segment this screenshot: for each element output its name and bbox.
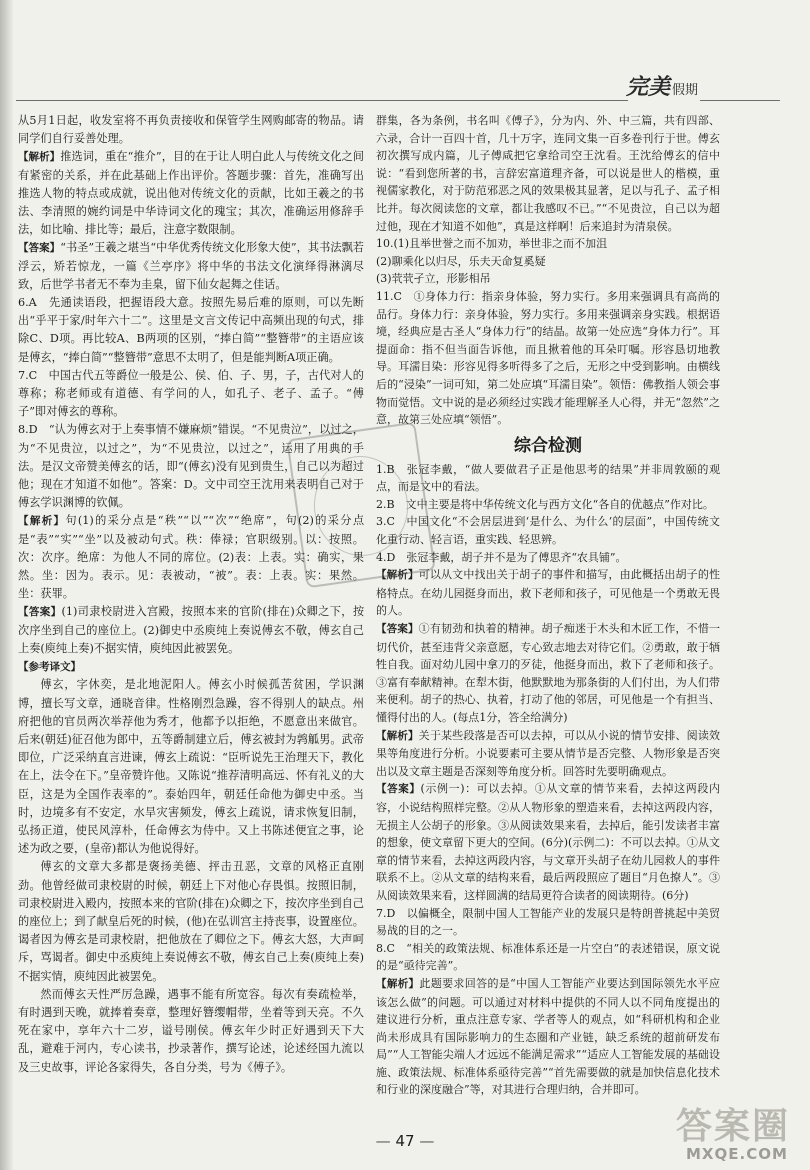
paragraph xyxy=(376,253,720,271)
paragraph-text: 句(1)的采分点是“秩”“以”“次”“绝席”，句(2)的采分点是“表”“实”“坐”以及被动句式。秩：俸禄；官职级别。以：按照。次：次序。绝席：为他人不同的席位。(2)表：上表。实：确实，果然。坐：因为。表示。见：表被动，“被”。表：上表。实：果然。坐：获罪。 xyxy=(18,514,365,601)
paragraph xyxy=(376,461,720,496)
watermark-title: 答案圈 xyxy=(676,1106,791,1147)
paragraph xyxy=(376,288,720,429)
paragraph xyxy=(18,367,364,422)
brand-main: 完美 xyxy=(626,75,671,100)
paragraph-text: 4.D 张冠李戴，胡子并不是为了傅思齐“农具铺”。 xyxy=(376,550,627,564)
paragraph xyxy=(376,235,720,253)
paragraph-text: (2)聊乘化以归尽，乐夫天命复奚疑 xyxy=(376,254,546,268)
paragraph-text: 1.B 张冠李戴，“做人要做君子正是他思考的结果”并非周敦颐的观点，而是文中的看法。 xyxy=(376,462,720,494)
paragraph-text: 群集，各为条例，书名叫《傅子》，分为内、外、中三篇，共有四部、六录，合计一百四十首，几十万字，连同文集一百多卷刊行于世。傅玄初次撰写成内篇，儿子傅咸把它拿给司空王沈看。王沈给傅玄的信中说：“看到您所著的书，言辞宏富道理齐备，可以说是世人的楷模，重视儒家教化，对于防范邪恶之风的效果极其显著，足以与孔子、孟子相比并。每次阅读您的文章，都让我感叹不已。”“不见贵泣，自己以为超过他，现在才知道不如他”，真是这样啊！后来追封为清泉侯。 xyxy=(376,114,720,233)
paragraph-text: 傅玄，字休奕，是北地泥阳人。傅玄小时候孤苦贫困，学识渊博，擅长写文章，通晓音律。性格刚烈急躁，容不得别人的缺点。州府把他的官员两次举荐他为秀才，他都予以拒绝，不愿意出来做官。后来(朝廷)征召他为郎中，五等爵制建立后，傅玄被封为鹑觚男。武帝即位，广泛采纳直言进谏，傅玄上疏说：“臣听说先王治理天下，教化在上，法令在下。”皇帝赞许他。又陈说“推荐清明高远、怀有礼义的大臣，这是为全国作表率的”。泰始四年，朝廷任命他为御史中丞。当时，边境多有不安定，水旱灾害频发，傅玄上疏说，请求恢复旧制，弘扬正道，使民风淳朴，任命傅玄为侍中。又上书陈述便宜之事，论述为政之要，(皇帝)都认为他说得好。 xyxy=(18,678,364,856)
paragraph-text: 8.D “认为傅玄对于上奏事情不嫌麻烦”错误。“不见贵泣”，以过之，为“不见贵泣，以过之”，为“不见贵泣，以过之”，运用了用典的手法。是汉文帝赞美傅玄的话，即“(傅玄)没有见到贵生，自己以为超过他；现在才知道不如他”。答案：D。文中司空王沈用来表明自己对于傅玄学识渊博的钦佩。 xyxy=(18,423,364,510)
paragraph-text: 可以从文中找出关于胡子的事件和描写，由此概括出胡子的性格特点。在幼儿园挺身而出，救下老师和孩子，可见他是一个勇敢无畏的人。 xyxy=(376,568,721,618)
paragraph xyxy=(18,112,364,148)
page-number: — 47 — xyxy=(375,1132,435,1150)
paragraph-tag: 【解析】 xyxy=(376,977,420,990)
paragraph xyxy=(18,676,364,858)
paragraph-text: 2.B 文中主要是将中华传统文化与西方文化“各自的优越点”作对比。 xyxy=(376,497,714,511)
paragraph-tag: 【解析】 xyxy=(18,515,66,528)
paragraph-text: ①有韧劲和执着的精神。胡子痴迷于木头和木匠工作，不惜一切代价，甚至违背父亲意愿，专心致志地去对待它们。②勇敢，敢于牺牲自我。面对幼儿园中拿刀的歹徒，他挺身而出，救下了老师和孩子。③富有奉献精神。在犁木街，他默默地为那条街的人们付出，为人们带来便利。胡子的热心、执着，打动了他的邻居，可见他是一个有担当、懂得付出的人。(每点1分，答全给满分) xyxy=(376,622,721,724)
paragraph xyxy=(18,658,364,676)
page-shadow xyxy=(0,0,14,1170)
paragraph-text: 傅玄的文章大多都是褒扬美德、抨击丑恶，文章的风格正直刚劲。他曾经做司隶校尉的时候，朝廷上下对他心存畏惧。按照旧制，司隶校尉进入殿内，按照本来的官阶(排在)众卿之下，按次序坐到自己的座位上；到了献皇后死的时候，(他)在弘训宫主持丧事，设置座位。谒者因为傅玄是司隶校尉，把他放在了卿位之下。傅玄大怒，大声呵斥，骂谒者。御史中丞庾纯上奏说傅玄不敬，傅玄自己上奏(庾纯上奏)不据实情，庾纯因此被罢免。 xyxy=(18,860,364,983)
paragraph xyxy=(376,620,720,727)
paragraph-text: (3)茕茕孑立，形影相吊 xyxy=(376,272,491,286)
paragraph-text: 7.D 以偏概全，限制中国人工智能产业的发展只是特朗普挑起中美贸易战的目的之一。 xyxy=(376,906,720,938)
header-rule xyxy=(16,100,628,101)
brand-sub: 假期 xyxy=(672,83,699,98)
paragraph xyxy=(376,780,720,904)
paragraph xyxy=(376,727,720,781)
paragraph xyxy=(18,294,364,367)
section-title: 综合检测 xyxy=(514,435,582,456)
paragraph-tag: 【答案】 xyxy=(18,242,61,255)
paragraph xyxy=(376,566,720,620)
brand-logo xyxy=(626,70,716,100)
watermark-logo xyxy=(676,1108,806,1168)
paragraph-text: 3.C 中国文化“不会居层进到‘是什么、为什么’的层面”，中国传统文化重行动、轻言语，重实践、轻思辨。 xyxy=(376,515,720,547)
header-rule-right xyxy=(700,100,780,101)
paragraph xyxy=(376,940,720,975)
paragraph xyxy=(18,239,364,294)
paragraph xyxy=(376,975,720,1099)
paragraph-text: 关于某些段落是否可以去掉，可以从小说的情节安排、阅读效果等角度进行分析。小说要素可主要从情节是否完整、人物形象是否突出以及文章主题是否深刻等角度分析。回答时先要明确观点。 xyxy=(376,728,721,778)
paragraph-tag: 【解析】 xyxy=(376,729,419,742)
paragraph xyxy=(376,270,720,288)
paragraph-tag: 【答案】 xyxy=(18,606,62,619)
left-column xyxy=(18,112,364,1077)
right-column xyxy=(376,112,720,1099)
paragraph xyxy=(18,986,364,1077)
paragraph-text: 推选词，重在“推介”，目的在于让人明白此人与传统文化之间有紧密的关系，并在此基础上作出评价。答题步骤：首先，准确写出推选人物的特点或成就，说出他对传统文化的贡献，比如王羲之的书法、李清照的婉约词是中华诗词文化的瑰宝；其次，准确运用修辞手法，如比喻、排比等；最后，注意字数限制。 xyxy=(18,150,364,237)
paragraph-text: 6.A 先通读语段，把握语段大意。按照先易后难的原则，可以先断出“乎平于家/时年六十二”。这里是文言文传记中高频出现的句式，排除C、D项。再比较A、B两项的区别，“捧白简”“整簪带”的主语应该是傅玄，“捧白简”“整簪带”意思不太明了，但是能判断A项正确。 xyxy=(18,296,364,364)
paragraph-tag: 【答案】 xyxy=(376,783,421,796)
paragraph-text: (1)司隶校尉进入宫殿，按照本来的官阶(排在)众卿之下，按次序坐到自己的座位上。(2)御史中丞庾纯上奏说傅玄不敬，傅玄自己上奏(庾纯上奏)不据实情，庾纯因此被罢免。 xyxy=(18,605,365,655)
paragraph xyxy=(18,603,364,658)
paragraph xyxy=(18,148,364,239)
watermark-url: MXQE.COM xyxy=(686,1145,788,1163)
paragraph-tag: 【参考译文】 xyxy=(18,661,81,674)
paragraph-text: 10.(1)且举世誉之而不加劝，举世非之而不加沮 xyxy=(376,237,608,251)
paragraph xyxy=(376,905,720,940)
paragraph-text: 从5月1日起，收发室将不再负责接收和保管学生网购邮寄的物品。请同学们自行妥善处理。 xyxy=(18,114,364,146)
paragraph-text: 8.C “相关的政策法规、标准体系还是一片空白”的表述错误，原文说的是“亟待完善”。 xyxy=(376,941,720,973)
paragraph xyxy=(18,858,364,985)
paragraph-text: 然而傅玄天性严厉急躁，遇事不能有所宽容。每次有奏疏检举，有时遇到天晚，就捧着奏章，整理好簪缨帽带，坐着等到天亮。不久死在家中，享年六十二岁，谥号刚侯。傅玄年少时正好遇到天下大乱，避难于河内，专心读书，抄录著作，撰写论述，论述经国九流以及三史故事，评论各家得失，各自分类，号为《傅子》。 xyxy=(18,987,364,1074)
paragraph-tag: 【解析】 xyxy=(18,151,61,164)
paragraph-text: 此题要求回答的是“中国人工智能产业要达到国际领先水平应该怎么做”的问题。可以通过对材料中提供的不同人以不同角度提出的建议进行分析，重点注意专家、学者等人的观点，如“科研机构和企业尚未形成具有国际影响力的生态圈和产业链，缺乏系统的超前研发布局”“人工智能尖端人才远远不能满足需求”“适应人工智能发展的基础设施、政策法规、标准体系亟待完善”“首先需要做的就是加快信息化技术和行业的深度融合”等，对其进行合理归纳，合并即可。 xyxy=(376,976,721,1097)
page-number-value: 47 xyxy=(395,1132,415,1150)
paragraph-text: (示例一)：可以去掉。①从文章的情节来看，去掉这两段内容，小说结构照样完整。②从人物形象的塑造来看，去掉这两段内容，无损主人公胡子的形象。③从阅读效果来看，去掉后，能引发读者丰富的想象，使文章留下更大的空间。(6分)(示例二)：不可以去掉。①从文章的情节来看，去掉这两段内容，与文章开头胡子在幼儿园救人的事件联系不上。②从文章的结构来看，最后两段照应了题目“月色撩人”。③从阅读效果来看，这样圆满的结局更符合读者的阅读期待。(6分) xyxy=(376,782,721,902)
paragraph-text: “书圣”王羲之堪当“中华优秀传统文化形象大使”，其书法飘若浮云，矫若惊龙，一篇《兰亭序》将中华的书法文化演绎得淋漓尽致，后世学书者无不奉为圭臬，留下仙女起舞之佳话。 xyxy=(18,241,364,291)
paragraph-tag: 【解析】 xyxy=(376,569,419,582)
paragraph-text: 7.C 中国古代五等爵位一般是公、侯、伯、子、男，子，古代对人的尊称；称老师或有道德、有学问的人，如孔子、老子、孟子。“傅子”即对傅玄的尊称。 xyxy=(18,368,364,419)
paragraph xyxy=(376,112,720,235)
paragraph-tag: 【答案】 xyxy=(376,623,419,636)
paragraph-text: 11.C ①身体力行：指亲身体验，努力实行。多用来强调具有高尚的品行。身体力行：亲身体验，努力实行。多用来强调亲身实践。根据语境，经典应是古圣人“身体力行”的结晶。故第一处应选“身体力行”。耳提面命：指不但当面告诉他，而且揪着他的耳朵叮嘱。形容恳切地教导。耳濡目染：形容见得多听得多了之后，无形之中受到影响。由横线后的“浸染”一词可知，第二处应填“耳濡目染”。领悟：佛教指人领会事物而觉悟。文中说的是必须经过实践才能理解圣人心得，并无“忽然”之意，故第三处应填“领悟”。 xyxy=(376,289,720,427)
